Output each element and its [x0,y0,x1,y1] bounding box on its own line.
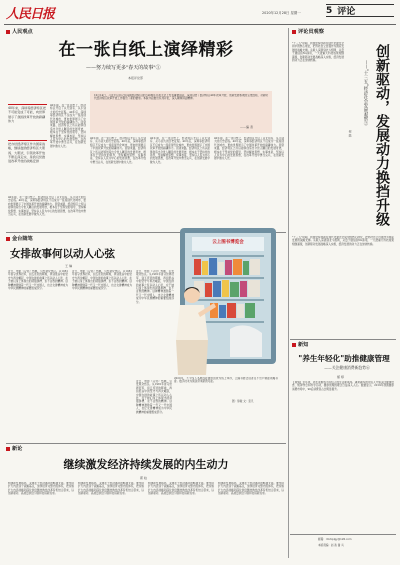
people-view-body-col2: 40年前，在一张白纸上，经济特区开启了从无到有、从小到大的历史征程。40年后，深圳等经济特区不仅成为一座座现代化城市，更向世界展示了中国改革开放的磅礴伟力。回望来路，经济特区之所以能够创造出令世人瞩目的发展奇迹，根本在于坚持党的领导，坚持解放思想、实事求是，坚持以人民为中心的发展思想，在改革开放中勇当尖兵，在创新发展中敢为人先。 [90,137,146,164]
section-marker-icon [6,30,10,34]
new-words-headline: 继续激发经济持续发展的内生动力 [63,458,229,471]
golden-column-headline: 女排故事何以动人心弦 [10,248,115,260]
new-words-body-col4: 构建新发展格局，关键在于经济循环的畅通无阻。要坚持扩大内需这个战略基点，加快培育完整内需体系，把实施扩大内需战略同深化供给侧结构性改革有机结合起来，以创新驱动、高质量供给引领和创造新需求。 [218,482,284,496]
new-words-label: 新论 [6,446,22,452]
contact-email: 邮箱：rmrbplgy@126.com [318,538,352,541]
commentator-body-a: "十三五"时期，我国坚持创新在现代化建设全局中的核心地位，把科技自立自强作为国家发展的战略支撑。从载人深潜到北斗组网，从量子通信到5G商用，一大批重大科技成果相继涌现，创新驱动发展战略深入实施，经济发展的动力正在加快转换。 [292,42,344,63]
new-knowledge-subtitle: ——关注健康消费新趋势⑥ [324,365,370,370]
section-marker-icon [6,237,10,241]
people-view-body-col1: 40年前，在一张白纸上，经济特区开启了从无到有、从小到大的历史征程。40年后，深圳等经济特区不仅成为一座座现代化城市，更向世界展示了中国改革开放的磅礴伟力。回望来路，经济特区之所以能够创造出令世人瞩目的发展奇迹，根本在于坚持党的领导，坚持解放思想、实事求是，坚持以人民为中心的发展思想，在改革开放中勇当尖兵，在创新发展中敢为人先。 [50,104,86,148]
people-view-body-col0: 40年前，在一张白纸上，经济特区开启了从无到有、从小到大的历史征程。40年后，深圳等经济特区不仅成为一座座现代化城市，更向世界展示了中国改革开放的磅礴伟力。回望来路，经济特区之所以能够创造出令世人瞩目的发展奇迹，根本在于坚持党的领导，坚持解放思想、实事求是，坚持以人民为中心的发展思想，在改革开放中勇当尖兵，在创新发展中敢为人先。 [8,196,86,217]
divider-3 [290,339,396,340]
golden-column-body-col2: 近日，电影《夺冠》热映，引发观众热议。从1981年首夺世界冠军，到五连冠的辉煌，再到低谷中的坚守与再次崛起，中国女排的故事之所以动人心弦，在于她们身上体现出的顽强拼搏、永不言败的精神。这种精神激励着一代又一代中国人，也让女排精神成为中华民族精神的重要组成部分。 [72,270,132,291]
people-view-label: 人民观点 [6,29,33,35]
golden-column-body-col4: 近日，电影《夺冠》热映，引发观众热议。从1981年首夺世界冠军，到五连冠的辉煌，再到低谷中的坚守与再次崛起，中国女排的故事之所以动人心弦，在于她们身上体现出的顽强拼搏、永不言败的精神。这种精神激励着一代又一代中国人，也让女排精神成为中华民族精神的重要组成部分。 [136,380,172,414]
illustration-sign: 云上图书博览会 [212,240,244,245]
commentator-body-b: "十三五"时期，我国坚持创新在现代化建设全局中的核心地位，把科技自立自强作为国家发展的战略支撑。从载人深潜到北斗组网，从量子通信到5G商用，一大批重大科技成果相继涌现，创新驱动发展战略深入实施，经济发展的动力正在加快转换。 [292,236,394,246]
section-marker-icon [292,343,296,347]
section-marker-icon [292,30,296,34]
commentator-headline: 创新驱动，发展动力换挡升级 [374,44,390,226]
page-number: 5 [326,5,333,16]
people-view-body-col4: 40年前，在一张白纸上，经济特区开启了从无到有、从小到大的历史征程。40年后，深圳等经济特区不仅成为一座座现代化城市，更向世界展示了中国改革开放的磅礴伟力。回望来路，经济特区之所以能够创造出令世人瞩目的发展奇迹，根本在于坚持党的领导，坚持解放思想、实事求是，坚持以人民为中心的发展思想，在改革开放中勇当尖兵，在创新发展中敢为人先。 [214,137,284,161]
new-words-body-col1: 构建新发展格局，关键在于经济循环的畅通无阻。要坚持扩大内需这个战略基点，加快培育完整内需体系，把实施扩大内需战略同深化供给侧结构性改革有机结合起来，以创新驱动、高质量供给引领和创造新需求。 [8,482,74,496]
people-view-headline: 在一张白纸上演绎精彩 [58,40,234,60]
pull-quote-2: 把办好经济特区作为国家战略，继续鼓励经济特区大胆闯、大胆试，引领改革开放不断走深走实，是我们党推进改革开放的战略安排 [8,140,47,192]
people-view-byline: 本报评论部 [128,76,144,80]
masthead [0,0,400,24]
column-divider [288,28,289,558]
pull-quote-1: 40年来，深圳等经济特区把不可能变成了可能，向世界展示了我国改革开放的磅礴伟力 [8,104,47,138]
illustration-credit: 图：徐骏 文：张凡 [232,400,254,403]
section-marker-icon [6,447,10,451]
tablet-bookshelf-illustration [170,225,282,375]
divider-4 [290,534,396,535]
section-name: 评论 [337,7,356,17]
editors-note-sign: ——编 者 [240,125,253,129]
people-view-subtitle: ——努力续写更多"春天的故事"① [86,65,161,71]
new-words-byline: 郭 晗 [140,476,147,480]
commentator-subtitle: ——"十三五"经济社会发展观察② [363,60,368,126]
new-words-body-col3: 构建新发展格局，关键在于经济循环的畅通无阻。要坚持扩大内需这个战略基点，加快培育完整内需体系，把实施扩大内需战略同深化供给侧结构性改革有机结合起来，以创新驱动、高质量供给引领和创造新需求。 [148,482,214,496]
new-knowledge-headline: "养生年轻化"助推健康管理 [298,354,390,363]
issue-date: 2020年12月28日 星期一 [262,11,301,15]
illustration-caption: 2020年，不少线下书展因疫情原因改为线上举办，云端书展让读者足不出户就能领略书香。数字技术为阅读带来新的可能。 [174,377,278,384]
editors-note-text: 10月14日，习近平总书记在深圳经济特区建立40周年庆祝大会上发表重要讲话，深刻总结了经济特区40年改革开放、创新发展积累的宝贵经验，对新时代经济特区改革开放工作提出了新的要求。本版今起推出系列评论，深入阐释讲话精神。 [94,94,268,101]
page-number-box [326,4,394,17]
new-words-body-col2: 构建新发展格局，关键在于经济循环的畅通无阻。要坚持扩大内需这个战略基点，加快培育完整内需体系，把实施扩大内需战略同深化供给侧结构性改革有机结合起来，以创新驱动、高质量供给引领和创造新需求。 [78,482,144,496]
newspaper-logo: 人民日报 [6,7,55,22]
golden-column-body-col3: 近日，电影《夺冠》热映，引发观众热议。从1981年首夺世界冠军，到五连冠的辉煌，再到低谷中的坚守与再次崛起，中国女排的故事之所以动人心弦，在于她们身上体现出的顽强拼搏、永不言败的精神。这种精神激励着一代又一代中国人，也让女排精神成为中华民族精神的重要组成部分。 [136,270,174,304]
new-knowledge-body: 【观察】近年来，养生逐渐成为年轻人的生活新风尚。越来越多的年轻人开始关注健康饮食、规律作息和科学运动，健康管理的理念日益深入人心。数据显示，2019年我国健康消费市场中，90后消费者占比明显提升。 [292,381,394,391]
masthead-rule [4,24,396,25]
golden-column-label: 金台随笔 [6,236,33,242]
new-knowledge-label: 新知 [292,342,308,348]
people-view-body-col3: 40年前，在一张白纸上，经济特区开启了从无到有、从小到大的历史征程。40年后，深圳等经济特区不仅成为一座座现代化城市，更向世界展示了中国改革开放的磅礴伟力。回望来路，经济特区之所以能够创造出令世人瞩目的发展奇迹，根本在于坚持党的领导，坚持解放思想、实事求是，坚持以人民为中心的发展思想，在改革开放中勇当尖兵，在创新发展中敢为人先。 [150,137,210,164]
commentator-byline: 何 鼎 [348,130,352,137]
illustration [170,225,282,375]
new-knowledge-byline: 郁 婷 [337,375,344,379]
editors-note-box [90,91,272,133]
divider-2 [6,443,286,444]
commentator-label: 评论员观察 [292,29,324,35]
golden-column-body-col1: 近日，电影《夺冠》热映，引发观众热议。从1981年首夺世界冠军，到五连冠的辉煌，再到低谷中的坚守与再次崛起，中国女排的故事之所以动人心弦，在于她们身上体现出的顽强拼搏、永不言败的精神。这种精神激励着一代又一代中国人，也让女排精神成为中华民族精神的重要组成部分。 [8,270,68,291]
contact-line: 本版责编：赵 政 谢 兵 [318,544,344,547]
golden-column-byline: 王 琳 [65,264,72,268]
